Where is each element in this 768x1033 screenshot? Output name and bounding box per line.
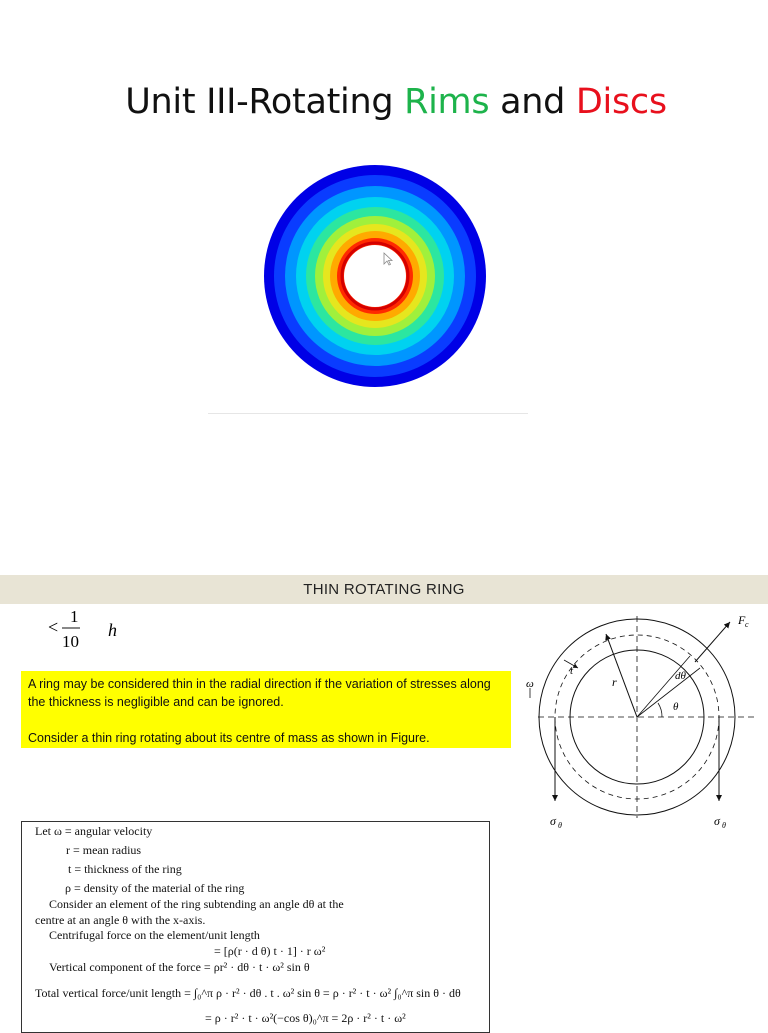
note-paragraph-2: Consider a thin ring rotating about its centre of mass as shown in Figure.: [28, 731, 430, 745]
less-than: <: [48, 617, 59, 637]
sigma-left-subscript: θ: [558, 821, 562, 830]
contour-band: [344, 245, 406, 307]
fc-label: F: [738, 613, 746, 627]
slide-title: [0, 82, 768, 122]
note-paragraph-1: A ring may be considered thin in the radial direction if the variation of stresses along the thickness is negligible and can be ignored.: [28, 677, 491, 709]
title-and: and: [489, 82, 576, 122]
r-label: r: [612, 675, 617, 689]
thin-ring-ratio: [46, 605, 166, 655]
derivation-line: Let ω = angular velocity: [35, 824, 153, 838]
divider: [208, 413, 528, 414]
derivation-line: ρ = density of the material of the ring: [65, 881, 245, 895]
derivation-line: = ρ · r² · t · ω²(−cos θ)₀^π = 2ρ · r² · t · ω²: [205, 1011, 406, 1025]
numerator: 1: [70, 607, 79, 626]
derivation-line: Vertical component of the force = ρr² · dθ · t · ω² sin θ: [49, 960, 310, 974]
derivation-line: Centrifugal force on the element/unit length: [49, 928, 260, 942]
h-symbol: h: [108, 620, 117, 640]
section-title: THIN ROTATING RING: [303, 581, 465, 598]
derivation-line: Consider an element of the ring subtending an angle dθ at the: [49, 897, 344, 911]
dtheta-label: dθ: [675, 670, 686, 682]
stress-contour-disc: [264, 165, 486, 387]
sigma-right-label: σ: [714, 814, 720, 828]
title-discs: Discs: [575, 82, 667, 122]
omega-label: ω: [526, 678, 534, 690]
t-label: t: [570, 665, 574, 677]
fc-subscript: c: [745, 620, 749, 629]
sigma-right-subscript: θ: [722, 821, 726, 830]
denominator: 10: [62, 632, 79, 651]
derivation-line: = [ρ(r · d θ) t · 1] · r ω²: [214, 944, 326, 958]
title-part1: Unit III-Rotating: [125, 82, 405, 122]
title-rims: Rims: [404, 82, 490, 122]
theta-label: θ: [673, 701, 679, 713]
derivation-box: [21, 821, 490, 1033]
section-header: [0, 575, 768, 604]
sigma-left-label: σ: [550, 814, 556, 828]
derivation-line: t = thickness of the ring: [68, 862, 182, 876]
highlight-note: [21, 671, 511, 748]
thin-ring-figure: [518, 606, 768, 836]
derivation-line: centre at an angle θ with the x-axis.: [35, 913, 206, 927]
derivation-line: r = mean radius: [66, 843, 142, 857]
derivation-line: Total vertical force/unit length = ∫₀^π ρ · r² · dθ . t . ω² sin θ = ρ · r² · t · ω² ∫₀^π sin θ · dθ: [35, 986, 461, 1000]
